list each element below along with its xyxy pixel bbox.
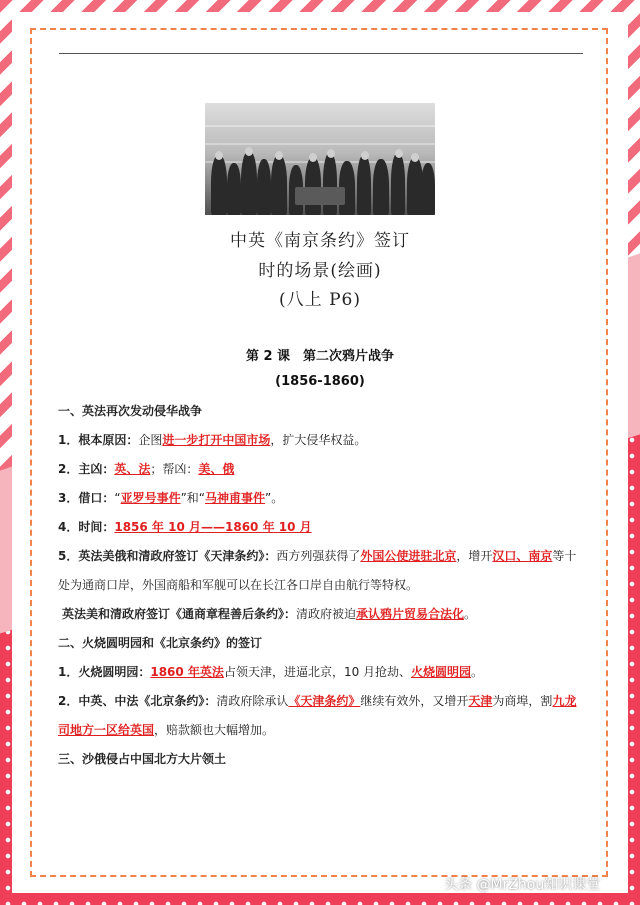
s1-item-4: 4．时间：1856 年 10 月——1860 年 10 月 [58,520,312,534]
section-3-heading: 三、沙俄侵占中国北方大片领土 [58,752,227,766]
watermark: 头条 @MrZhou知识课堂 [444,877,601,893]
image-caption-line-1: 中英《南京条约》签订 [230,231,410,251]
s1-item-6: 英法美和清政府签订《通商章程善后条约》：清政府被迫承认鸦片贸易合法化。 [62,607,477,621]
s2-item-2-line-2: 司地方一区给英国，赔款额也大幅增加。 [58,723,275,737]
treaty-painting-image [205,103,435,215]
document-page [12,12,628,893]
s1-item-3: 3．借口：“亚罗号事件”和“马神甫事件”。 [58,491,284,505]
s1-item-5-line-2: 处为通商口岸，外国商船和军舰可以在长江各口岸自由航行等特权。 [58,578,419,592]
lesson-title: 第 2 课 第二次鸦片战争 [245,349,395,364]
s1-item-1: 1．根本原因：企图进一步打开中国市场，扩大侵华权益。 [58,433,367,447]
section-2-heading: 二、火烧圆明园和《北京条约》的签订 [58,636,263,650]
s1-item-5-line-1: 5．英法美俄和清政府签订《天津条约》：西方列强获得了外国公使进驻北京，增开汉口、南京等十 [58,549,577,563]
image-caption-line-2: 时的场景(绘画) [258,261,382,281]
image-caption-line-3: (八上 P6) [279,290,361,310]
s2-item-1: 1．火烧圆明园：1860 年英法占领天津，进逼北京，10 月抢劫、火烧圆明园。 [58,665,484,679]
s1-item-2: 2．主凶：英、法；帮凶：美、俄 [58,462,235,476]
lesson-years: (1856-1860) [275,374,365,389]
section-1-heading: 一、英法再次发动侵华战争 [58,404,203,418]
s2-item-2-line-1: 2．中英、中法《北京条约》：清政府除承认《天津条约》继续有效外，又增开天津为商埠，割九龙 [58,694,577,708]
top-rule [59,53,583,54]
